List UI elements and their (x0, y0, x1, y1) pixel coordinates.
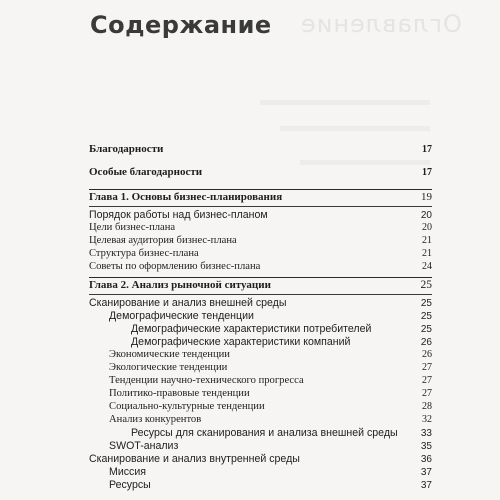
toc-entry-page: 32 (422, 414, 432, 425)
toc-entry-page: 25 (420, 324, 432, 335)
toc-entry (89, 166, 432, 178)
toc-entry (89, 362, 432, 373)
toc-entry-title: SWOT-анализ (109, 440, 179, 452)
chapter-rule (89, 189, 432, 190)
toc-entry-page: 20 (422, 222, 432, 233)
toc-entry (89, 388, 432, 399)
toc-entry-title: Цели бизнес-плана (89, 222, 176, 233)
toc-entry (89, 479, 432, 491)
toc-entry (89, 235, 432, 246)
toc-entry (89, 310, 432, 322)
show-through-line (260, 100, 430, 105)
toc-entry-title: Экономические тенденции (109, 349, 230, 360)
toc-entry-title: Тенденции научно-технического прогресса (109, 375, 304, 386)
toc-entry-title: Ресурсы для сканирования и анализа внешней среды (131, 427, 398, 439)
toc-entry (89, 261, 432, 272)
toc-entry-page: 17 (422, 144, 432, 155)
ghost-heading: Оглавление (300, 10, 462, 38)
toc-entry-title: Миссия (109, 466, 146, 478)
toc-entry-page: 36 (420, 454, 432, 465)
toc-entry-title: Советы по оформлению бизнес-плана (89, 261, 261, 272)
toc-entry (89, 336, 432, 348)
toc-entry (89, 414, 432, 425)
toc-entry-page: 35 (420, 441, 432, 452)
toc-chapter-entry (89, 279, 432, 291)
toc-entry-page: 33 (420, 428, 432, 439)
toc-entry-page: 21 (422, 235, 432, 246)
toc-entry-title: Глава 2. Анализ рыночной ситуации (89, 279, 271, 291)
chapter-rule (89, 277, 432, 278)
show-through-line (280, 126, 430, 131)
toc-chapter-entry (89, 191, 432, 203)
page-title: Содержание (90, 11, 272, 39)
toc-entry (89, 222, 432, 233)
toc-entry-title: Демографические тенденции (109, 310, 254, 322)
toc-entry-title: Структура бизнес-плана (89, 248, 199, 259)
toc-entry (89, 440, 432, 452)
toc-entry (89, 323, 432, 335)
toc-entry-page: 25 (420, 279, 432, 291)
toc-entry-title: Экологические тенденции (109, 362, 228, 373)
toc-entry-title: Целевая аудитория бизнес-плана (89, 235, 237, 246)
toc-entry (89, 349, 432, 360)
toc-entry-page: 19 (421, 191, 432, 203)
toc-entry-page: 24 (422, 261, 432, 272)
toc-entry-title: Глава 1. Основы бизнес-планирования (89, 191, 283, 203)
toc-entry-page: 21 (422, 248, 432, 259)
toc-entry-page: 20 (420, 210, 432, 221)
toc-entry-title: Порядок работы над бизнес-планом (89, 209, 268, 221)
toc-entry (89, 453, 432, 465)
toc-entry-page: 27 (422, 375, 432, 386)
toc-entry-title: Политико-правовые тенденции (109, 388, 250, 399)
toc-entry-page: 25 (420, 311, 432, 322)
show-through-line (300, 160, 430, 165)
toc-entry-title: Анализ конкурентов (109, 414, 202, 425)
toc-entry (89, 209, 432, 221)
toc-entry-page: 28 (422, 401, 432, 412)
toc-entry-title: Благодарности (89, 143, 164, 155)
toc-entry (89, 297, 432, 309)
toc-entry (89, 375, 432, 386)
toc-entry-page: 37 (420, 480, 432, 491)
toc-entry (89, 427, 432, 439)
toc-entry-page: 26 (420, 337, 432, 348)
toc-entry-page: 17 (422, 167, 432, 178)
toc-entry (89, 248, 432, 259)
chapter-rule (89, 206, 432, 207)
toc-entry-title: Демографические характеристики потребителей (131, 323, 372, 335)
toc-entry-title: Социально-культурные тенденции (109, 401, 265, 412)
toc-entry-page: 37 (420, 467, 432, 478)
toc-entry-page: 26 (422, 349, 432, 360)
toc-entry-title: Сканирование и анализ внутренней среды (89, 453, 300, 465)
toc-entry-title: Ресурсы (109, 479, 151, 491)
toc-entry-title: Сканирование и анализ внешней среды (89, 297, 287, 309)
toc-entry-page: 27 (422, 362, 432, 373)
toc-entry-page: 25 (420, 298, 432, 309)
chapter-rule (89, 294, 432, 295)
toc-entry-title: Особые благодарности (89, 166, 203, 178)
toc-entry (89, 466, 432, 478)
toc-entry-title: Демографические характеристики компаний (131, 336, 351, 348)
toc-entry (89, 401, 432, 412)
toc-entry-page: 27 (422, 388, 432, 399)
toc-entry (89, 143, 432, 155)
